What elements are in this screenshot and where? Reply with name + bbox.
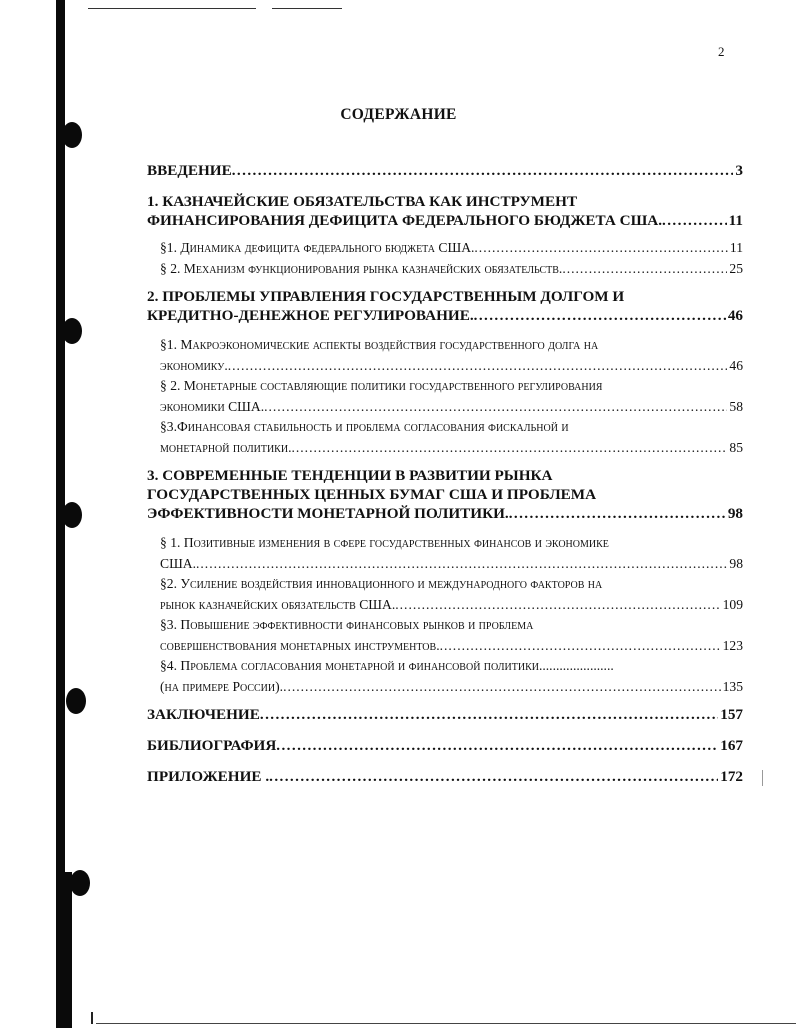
toc-appendix <box>147 767 743 786</box>
toc-entry-title: ЗАКЛЮЧЕНИЕ <box>147 706 260 723</box>
toc-chapter-3 <box>147 466 743 523</box>
toc-page-number: 157 <box>720 706 743 723</box>
toc-intro <box>147 161 743 180</box>
toc-page-number: 58 <box>729 398 743 414</box>
toc-section-1-2 <box>147 259 743 280</box>
toc-section-title: экономику. <box>160 357 228 373</box>
toc-page-number: 98 <box>729 555 743 571</box>
scan-bottom-line <box>96 1023 796 1024</box>
punch-hole <box>70 870 90 896</box>
toc-chapter-title: 1. КАЗНАЧЕЙСКИЕ ОБЯЗАТЕЛЬСТВА КАК ИНСТРУМЕНТ <box>147 193 578 210</box>
toc-section-title: § 2. Монетарные составляющие политики государственного регулирования <box>160 378 603 393</box>
toc-section-title: §3. Повышение эффективности финансовых рынков и проблема <box>160 617 534 632</box>
toc-section-3-4 <box>147 656 743 697</box>
toc-page-number: 3 <box>735 162 743 179</box>
toc-section-title: §3.Финансовая стабильность и проблема согласования фискальной и <box>160 419 569 434</box>
toc-chapter-2 <box>147 287 743 325</box>
toc-chapter-title: КРЕДИТНО-ДЕНЕЖНОЕ РЕГУЛИРОВАНИЕ. <box>147 307 474 324</box>
toc-section-title: §2. Усиление воздействия инновационного и международного факторов на <box>160 576 603 591</box>
toc-section-title: монетарной политики. <box>160 439 292 455</box>
scan-tick-mark <box>91 1012 93 1024</box>
toc-page-number: 172 <box>720 768 743 785</box>
toc-page-number: 46 <box>729 357 743 373</box>
toc-entry-title: БИБЛИОГРАФИЯ <box>147 737 277 754</box>
toc-page-number: 123 <box>722 637 743 653</box>
toc-page-number: 25 <box>729 260 743 276</box>
toc-entry-title: ПРИЛОЖЕНИЕ . <box>147 768 270 785</box>
punch-hole <box>62 318 82 344</box>
toc-section-title: рынок казначейских обязательств США. <box>160 596 396 612</box>
page-number: 2 <box>718 44 725 59</box>
toc-chapter-1 <box>147 192 743 230</box>
toc-page-number: 11 <box>728 212 743 229</box>
toc-bibliography <box>147 736 743 755</box>
toc-page-number: 98 <box>727 505 743 522</box>
toc-page-number: 85 <box>729 439 743 455</box>
scan-top-line <box>88 8 256 9</box>
toc-section-2-1 <box>147 335 743 376</box>
punch-hole <box>66 688 86 714</box>
toc-chapter-title: ЭФФЕКТИВНОСТИ МОНЕТАРНОЙ ПОЛИТИКИ. <box>147 505 509 522</box>
toc-section-title: § 1. Позитивные изменения в сфере государственных финансов и экономике <box>160 535 609 550</box>
toc-chapter-title: 3. СОВРЕМЕННЫЕ ТЕНДЕНЦИИ В РАЗВИТИИ РЫНКА <box>147 467 553 484</box>
toc-section-title: совершенствования монетарных инструментов. <box>160 637 440 653</box>
toc-section-title: § 2. Механизм функционирования рынка казначейских обязательств. <box>160 260 563 276</box>
toc-page-number: 167 <box>720 737 743 754</box>
toc-section-3-2 <box>147 574 743 615</box>
page-title: СОДЕРЖАНИЕ <box>340 106 457 123</box>
toc-conclusion <box>147 705 743 724</box>
toc-page-number: 135 <box>722 678 743 694</box>
punch-hole <box>62 122 82 148</box>
toc-chapter-title: ФИНАНСИРОВАНИЯ ДЕФИЦИТА ФЕДЕРАЛЬНОГО БЮДЖЕТА США. <box>147 212 663 229</box>
toc-section-3-3 <box>147 615 743 656</box>
toc-section-title: США. <box>160 555 196 571</box>
toc-section-1-1 <box>147 238 743 259</box>
scan-edge-bar-lower <box>56 872 72 1028</box>
toc-entry-title: ВВЕДЕНИЕ <box>147 162 232 179</box>
punch-hole <box>62 502 82 528</box>
table-of-contents <box>147 161 743 786</box>
scan-edge-mark <box>762 770 763 786</box>
toc-section-title: §1. Динамика дефицита федерального бюджета США. <box>160 240 475 255</box>
toc-section-title: экономики США. <box>160 398 265 414</box>
toc-chapter-title: 2. ПРОБЛЕМЫ УПРАВЛЕНИЯ ГОСУДАРСТВЕННЫМ ДОЛГОМ И <box>147 288 625 305</box>
toc-section-title: §4. Проблема согласования монетарной и финансовой политики...................... <box>160 658 614 673</box>
toc-section-2-2 <box>147 376 743 417</box>
toc-page-number: 46 <box>727 307 743 324</box>
toc-page-number: 109 <box>722 596 743 612</box>
scan-top-line <box>272 8 342 9</box>
toc-section-title: (на примере России). <box>160 678 284 694</box>
toc-section-title: §1. Макроэкономические аспекты воздействия государственного долга на <box>160 337 599 352</box>
toc-page-number: 11 <box>729 240 743 255</box>
toc-section-3-1 <box>147 533 743 574</box>
toc-chapter-title: ГОСУДАРСТВЕННЫХ ЦЕННЫХ БУМАГ США И ПРОБЛЕМА <box>147 486 597 503</box>
toc-section-2-3 <box>147 417 743 458</box>
